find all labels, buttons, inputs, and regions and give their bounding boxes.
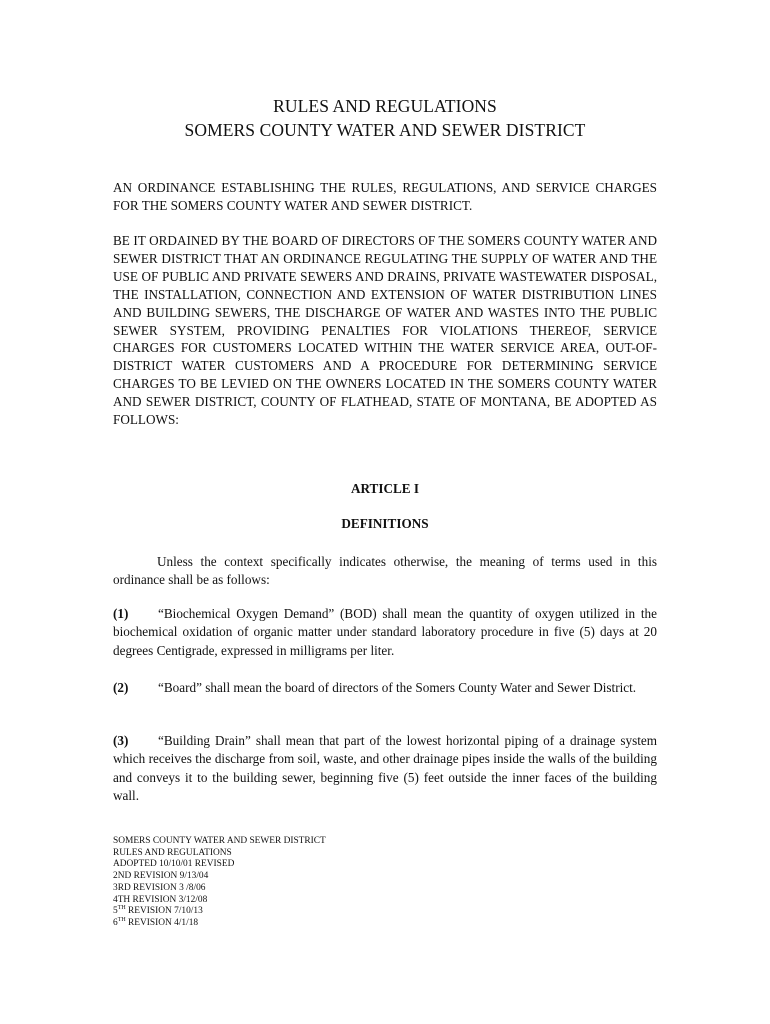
footer-revision-date: REVISION 4/1/18 bbox=[125, 917, 199, 928]
definitions-heading: DEFINITIONS bbox=[341, 516, 429, 531]
definition-text: “Board” shall mean the board of directors of the Somers County Water and Sewer District. bbox=[158, 680, 637, 695]
footer-line: 3RD REVISION 3 /8/06 bbox=[113, 882, 206, 893]
definition-number: (3) bbox=[113, 733, 129, 748]
intro-paragraph: AN ORDINANCE ESTABLISHING THE RULES, REGULATIONS, AND SERVICE CHARGES FOR THE SOMERS COUNTY WATER AND SEWER DISTRICT. bbox=[113, 180, 657, 213]
ordained-paragraph: BE IT ORDAINED BY THE BOARD OF DIRECTORS OF THE SOMERS COUNTY WATER AND SEWER DISTRICT THAT AN ORDINANCE REGULATING THE SUPPLY OF WATER AND THE USE OF PUBLIC AND PRIVATE SEWERS AND DRAINS, PRIVATE WASTEWATER DISPOSAL, THE INSTALLATION, CONNECTION AND EXTENSION OF WATER DISTRIBUTION LINES AND BUILDING SEWERS, THE DISCHARGE OF WATER AND WASTES INTO THE PUBLIC SEWER SYSTEM, PROVIDING PENALTIES FOR VIOLATIONS THEREOF, SERVICE CHARGES FOR CUSTOMERS LOCATED WITHIN THE WATER SERVICE AREA, OUT-OF-DISTRICT WATER CUSTOMERS AND A PROCEDURE FOR DETERMINING SERVICE CHARGES TO BE LEVIED ON THE OWNERS LOCATED IN THE SOMERS COUNTY WATER AND SEWER DISTRICT, COUNTY OF FLATHEAD, STATE OF MONTANA, BE ADOPTED AS FOLLOWS: bbox=[113, 233, 657, 428]
definition-text: “Biochemical Oxygen Demand” (BOD) shall mean the quantity of oxygen utilized in the biochemical oxidation of organic matter under standard laboratory procedure in five (5) days at 20 degrees Centigrade, expressed in milligrams per liter. bbox=[113, 606, 657, 658]
definition-number: (1) bbox=[113, 606, 129, 621]
footer-line: ADOPTED 10/10/01 REVISED bbox=[113, 859, 235, 870]
footer-line: 4TH REVISION 3/12/08 bbox=[113, 894, 208, 905]
definition-number: (2) bbox=[113, 680, 129, 695]
footer-line bbox=[113, 918, 326, 930]
revision-footer bbox=[113, 836, 326, 930]
footer-line: SOMERS COUNTY WATER AND SEWER DISTRICT bbox=[113, 836, 326, 846]
definition-item bbox=[113, 679, 657, 697]
definition-item bbox=[113, 732, 657, 806]
article-heading: ARTICLE I bbox=[350, 481, 420, 496]
definitions-lead-paragraph: Unless the context specifically indicates otherwise, the meaning of terms used in this ordinance shall be as follows: bbox=[113, 554, 657, 587]
footer-revision-number: 5 bbox=[113, 906, 118, 917]
footer-line: 2ND REVISION 9/13/04 bbox=[113, 871, 209, 882]
footer-ordinal-suffix: TH bbox=[117, 905, 126, 912]
footer-line: RULES AND REGULATIONS bbox=[113, 847, 232, 858]
definition-item bbox=[113, 605, 657, 660]
footer-revision-date: REVISION 7/10/13 bbox=[125, 906, 203, 917]
footer-revision-number: 6 bbox=[113, 917, 118, 928]
definition-text: “Building Drain” shall mean that part of the lowest horizontal piping of a drainage system which receives the discharge from soil, waste, and other drainage pipes inside the walls of the building and conveys it to the building sewer, beginning five (5) feet outside the inner faces of the building wall. bbox=[113, 733, 657, 804]
document-title: RULES AND REGULATIONS bbox=[273, 96, 497, 116]
footer-line bbox=[113, 906, 326, 918]
footer-ordinal-suffix: TH bbox=[117, 916, 126, 923]
document-subtitle: SOMERS COUNTY WATER AND SEWER DISTRICT bbox=[184, 120, 586, 140]
